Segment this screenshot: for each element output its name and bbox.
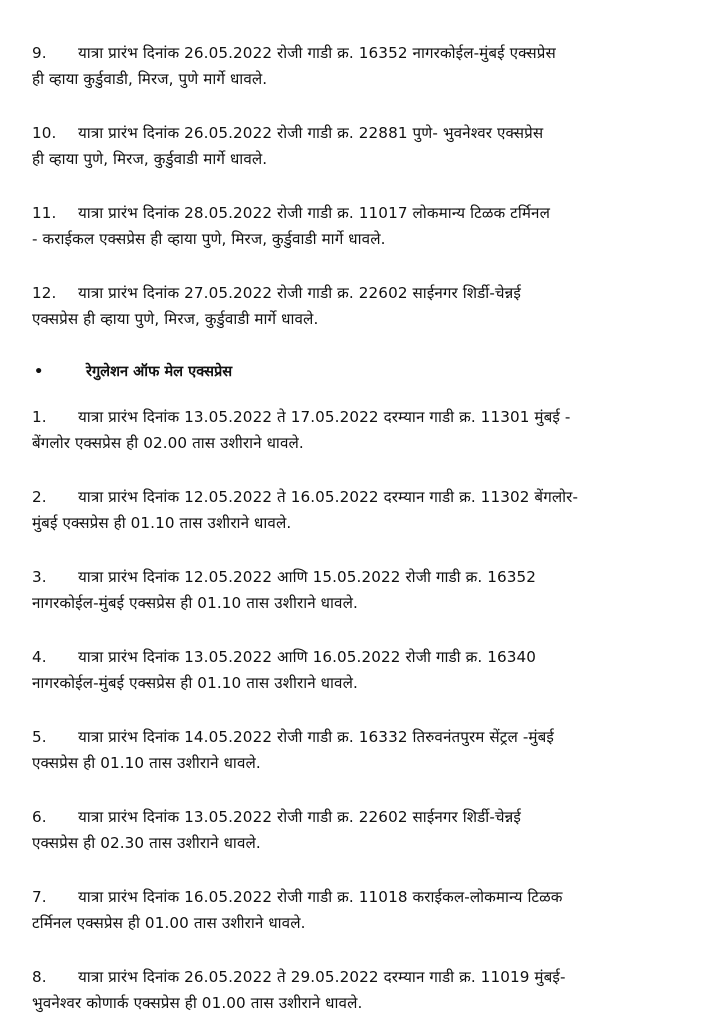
list-item [32, 40, 692, 92]
entry-number: 1. [32, 408, 47, 426]
entry-number: 6. [32, 808, 47, 826]
entry-line-2: - कराईकल एक्सप्रेस ही व्हाया पुणे, मिरज, कुर्डुवाडी मार्गे धावले. [32, 230, 386, 248]
entry-text: यात्रा प्रारंभ दिनांक 26.05.2022 रोजी गाडी क्र. 22881 पुणे- भुवनेश्वर एक्सप्रेस [78, 124, 544, 142]
entry-number: 10. [32, 124, 57, 142]
entry-number: 5. [32, 728, 47, 746]
list-item [32, 964, 692, 1016]
entry-text: यात्रा प्रारंभ दिनांक 13.05.2022 ते 17.05.2022 दरम्यान गाडी क्र. 11301 मुंबई - [78, 408, 571, 426]
entry-number: 11. [32, 204, 57, 222]
entry-line-1 [32, 280, 692, 306]
entry-line-2: एक्सप्रेस ही व्हाया पुणे, मिरज, कुर्डुवाडी मार्गे धावले. [32, 310, 319, 328]
entry-text: यात्रा प्रारंभ दिनांक 16.05.2022 रोजी गाडी क्र. 11018 कराईकल-लोकमान्य टिळक [78, 888, 563, 906]
entry-text: यात्रा प्रारंभ दिनांक 13.05.2022 आणि 16.05.2022 रोजी गाडी क्र. 16340 [78, 648, 537, 666]
entry-text: यात्रा प्रारंभ दिनांक 14.05.2022 रोजी गाडी क्र. 16332 तिरुवनंतपुरम सेंट्रल -मुंबई [78, 728, 554, 746]
entry-text: यात्रा प्रारंभ दिनांक 13.05.2022 रोजी गाडी क्र. 22602 साईनगर शिर्डी-चेन्नई [78, 808, 521, 826]
entry-line-2: एक्सप्रेस ही 01.10 तास उशीराने धावले. [32, 754, 261, 772]
entry-line-2: नागरकोईल-मुंबई एक्सप्रेस ही 01.10 तास उशीराने धावले. [32, 674, 358, 692]
list-item [32, 564, 692, 616]
entry-line-2: ही व्हाया पुणे, मिरज, कुर्डुवाडी मार्गे धावले. [32, 150, 268, 168]
entry-line-2: भुवनेश्वर कोणार्क एक्सप्रेस ही 01.00 तास उशीराने धावले. [32, 994, 363, 1012]
entry-line-1 [32, 884, 692, 910]
entry-text: यात्रा प्रारंभ दिनांक 27.05.2022 रोजी गाडी क्र. 22602 साईनगर शिर्डी-चेन्नई [78, 284, 521, 302]
entry-line-2: नागरकोईल-मुंबई एक्सप्रेस ही 01.10 तास उशीराने धावले. [32, 594, 358, 612]
entry-number: 7. [32, 888, 47, 906]
entry-text: यात्रा प्रारंभ दिनांक 12.05.2022 आणि 15.05.2022 रोजी गाडी क्र. 16352 [78, 568, 537, 586]
section-heading-text: रेगुलेशन ऑफ मेल एक्सप्रेस [86, 363, 233, 380]
entry-text: यात्रा प्रारंभ दिनांक 12.05.2022 ते 16.05.2022 दरम्यान गाडी क्र. 11302 बेंगलोर- [78, 488, 579, 506]
entry-line-2: ही व्हाया कुर्डुवाडी, मिरज, पुणे मार्गे धावले. [32, 70, 268, 88]
list-item [32, 724, 692, 776]
entry-number: 8. [32, 968, 47, 986]
list-item [32, 404, 692, 456]
entry-number: 12. [32, 284, 57, 302]
entry-line-2: एक्सप्रेस ही 02.30 तास उशीराने धावले. [32, 834, 261, 852]
entry-number: 2. [32, 488, 47, 506]
entry-line-1 [32, 404, 692, 430]
entry-line-1 [32, 200, 692, 226]
entry-line-1 [32, 724, 692, 750]
list-item [32, 120, 692, 172]
entry-line-1 [32, 644, 692, 670]
entry-text: यात्रा प्रारंभ दिनांक 28.05.2022 रोजी गाडी क्र. 11017 लोकमान्य टिळक टर्मिनल [78, 204, 550, 222]
entry-number: 9. [32, 44, 47, 62]
list-item [32, 200, 692, 252]
list-item [32, 484, 692, 536]
bullet: • [34, 363, 44, 380]
list-item [32, 884, 692, 936]
entry-line-1 [32, 120, 692, 146]
entry-line-1 [32, 804, 692, 830]
entry-number: 4. [32, 648, 47, 666]
entry-text: यात्रा प्रारंभ दिनांक 26.05.2022 ते 29.05.2022 दरम्यान गाडी क्र. 11019 मुंबई- [78, 968, 566, 986]
entry-line-1 [32, 964, 692, 990]
list-item [32, 280, 692, 332]
entry-line-1 [32, 564, 692, 590]
entry-line-1 [32, 40, 692, 66]
entry-line-2: मुंबई एक्सप्रेस ही 01.10 तास उशीराने धावले. [32, 514, 292, 532]
list-item [32, 644, 692, 696]
section-heading [34, 360, 232, 384]
entry-line-1 [32, 484, 692, 510]
entry-text: यात्रा प्रारंभ दिनांक 26.05.2022 रोजी गाडी क्र. 16352 नागरकोईल-मुंबई एक्सप्रेस [78, 44, 556, 62]
entry-number: 3. [32, 568, 47, 586]
list-item [32, 804, 692, 856]
entry-line-2: बेंगलोर एक्सप्रेस ही 02.00 तास उशीराने धावले. [32, 434, 304, 452]
entry-line-2: टर्मिनल एक्सप्रेस ही 01.00 तास उशीराने धावले. [32, 914, 306, 932]
